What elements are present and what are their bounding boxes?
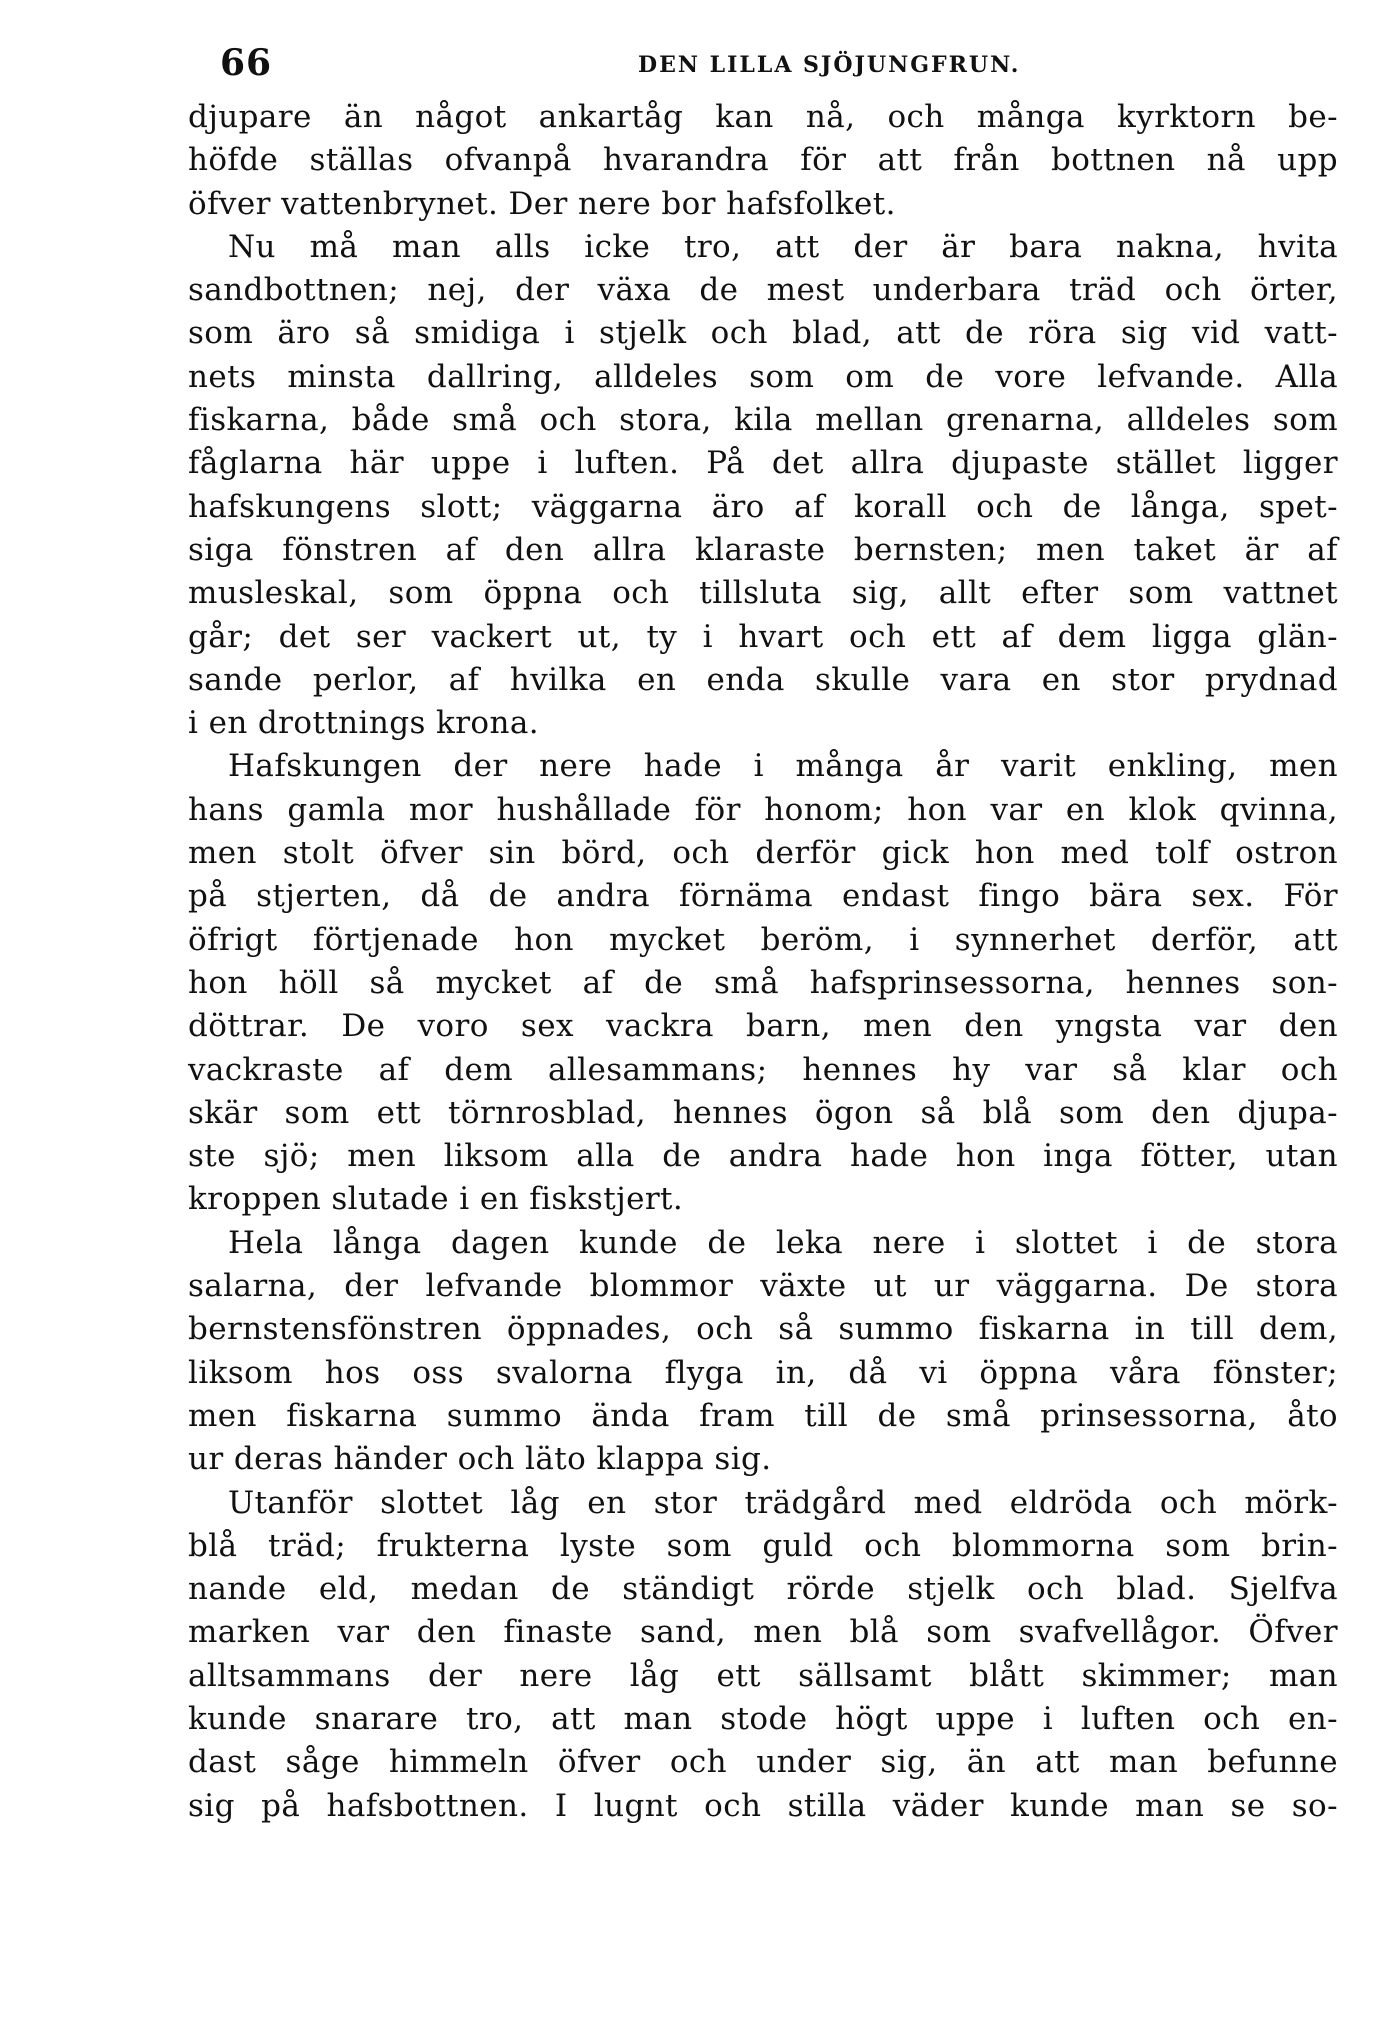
text-line: djupare än något ankartåg kan nå, och många kyrktorn be- <box>188 99 1338 135</box>
text-line: siga fönstren af den allra klaraste bernsten; men taket är af <box>188 531 1338 568</box>
text-line: sandbottnen; nej, der växa de mest underbara träd och örter, <box>188 272 1338 309</box>
text-line: ur deras händer och läto klappa sig. <box>188 1441 772 1478</box>
text-line: nande eld, medan de ständigt rörde stjelk och blad. Sjelfva <box>188 1571 1338 1608</box>
text-line: öfver vattenbrynet. Der nere bor hafsfolket. <box>188 185 896 222</box>
text-line: marken var den finaste sand, men blå som svafvellågor. Öfver <box>188 1614 1338 1651</box>
text-line: men fiskarna summo ända fram till de små prinsessorna, åto <box>188 1397 1338 1434</box>
text-line: höfde ställas ofvanpå hvarandra för att från bottnen nå upp <box>188 142 1338 179</box>
text-line: vackraste af dem allesammans; hennes hy var så klar och <box>188 1051 1338 1088</box>
text-line: fiskarna, både små och stora, kila mellan grenarna, alldeles som <box>188 402 1338 439</box>
text-line: Utanför slottet låg en stor trädgård med eldröda och mörk- <box>228 1484 1338 1521</box>
text-line: på stjerten, då de andra förnäma endast fingo bära sex. För <box>188 878 1338 915</box>
text-line: bernstensfönstren öppnades, och så summo fiskarna in till dem, <box>188 1311 1338 1348</box>
text-line: skär som ett törnrosblad, hennes ögon så blå som den djupa- <box>188 1094 1338 1131</box>
text-line: kunde snarare tro, att man stode högt uppe i luften och en- <box>188 1700 1338 1737</box>
body-text <box>188 96 1338 1828</box>
text-line: alltsammans der nere låg ett sällsamt blått skimmer; man <box>188 1657 1338 1694</box>
text-line: går; det ser vackert ut, ty i hvart och ett af dem ligga glän- <box>188 618 1338 655</box>
text-line: Hafskungen der nere hade i många år varit enkling, men <box>228 748 1338 785</box>
text-line: hafskungens slott; väggarna äro af korall och de långa, spet- <box>188 488 1338 525</box>
text-line: i en drottnings krona. <box>188 705 539 742</box>
text-line: sig på hafsbottnen. I lugnt och stilla väder kunde man se so- <box>188 1787 1338 1824</box>
text-line: Nu må man alls icke tro, att der är bara nakna, hvita <box>228 228 1338 265</box>
text-line: Hela långa dagen kunde de leka nere i slottet i de stora <box>228 1224 1338 1261</box>
text-line: salarna, der lefvande blommor växte ut ur väggarna. De stora <box>188 1268 1338 1305</box>
text-line: öfrigt förtjenade hon mycket beröm, i synnerhet derför, att <box>188 921 1338 958</box>
text-line: hans gamla mor hushållade för honom; hon var en klok qvinna, <box>188 791 1338 828</box>
text-line: kroppen slutade i en fiskstjert. <box>188 1181 684 1218</box>
running-title: DEN LILLA SJÖJUNGFRUN. <box>638 52 1021 78</box>
text-line: som äro så smidiga i stjelk och blad, att de röra sig vid vatt- <box>188 315 1338 352</box>
text-line: liksom hos oss svalorna flyga in, då vi öppna våra fönster; <box>188 1354 1338 1391</box>
text-line: blå träd; frukterna lyste som guld och blommorna som brin- <box>188 1527 1338 1564</box>
text-line: men stolt öfver sin börd, och derför gick hon med tolf ostron <box>188 835 1338 872</box>
page-header <box>220 42 1330 94</box>
text-line: ste sjö; men liksom alla de andra hade hon inga fötter, utan <box>188 1138 1338 1175</box>
text-line: musleskal, som öppna och tillsluta sig, allt efter som vattnet <box>188 575 1338 612</box>
text-line: dast såge himmeln öfver och under sig, än att man befunne <box>188 1744 1338 1781</box>
text-line: nets minsta dallring, alldeles som om de vore lefvande. Alla <box>188 358 1338 395</box>
text-line: sande perlor, af hvilka en enda skulle vara en stor prydnad <box>188 661 1338 698</box>
text-line: döttrar. De voro sex vackra barn, men den yngsta var den <box>188 1008 1338 1045</box>
text-line: fåglarna här uppe i luften. På det allra djupaste stället ligger <box>188 445 1338 482</box>
text-line: hon höll så mycket af de små hafsprinsessorna, hennes son- <box>188 964 1338 1001</box>
page-number: 66 <box>220 42 273 84</box>
